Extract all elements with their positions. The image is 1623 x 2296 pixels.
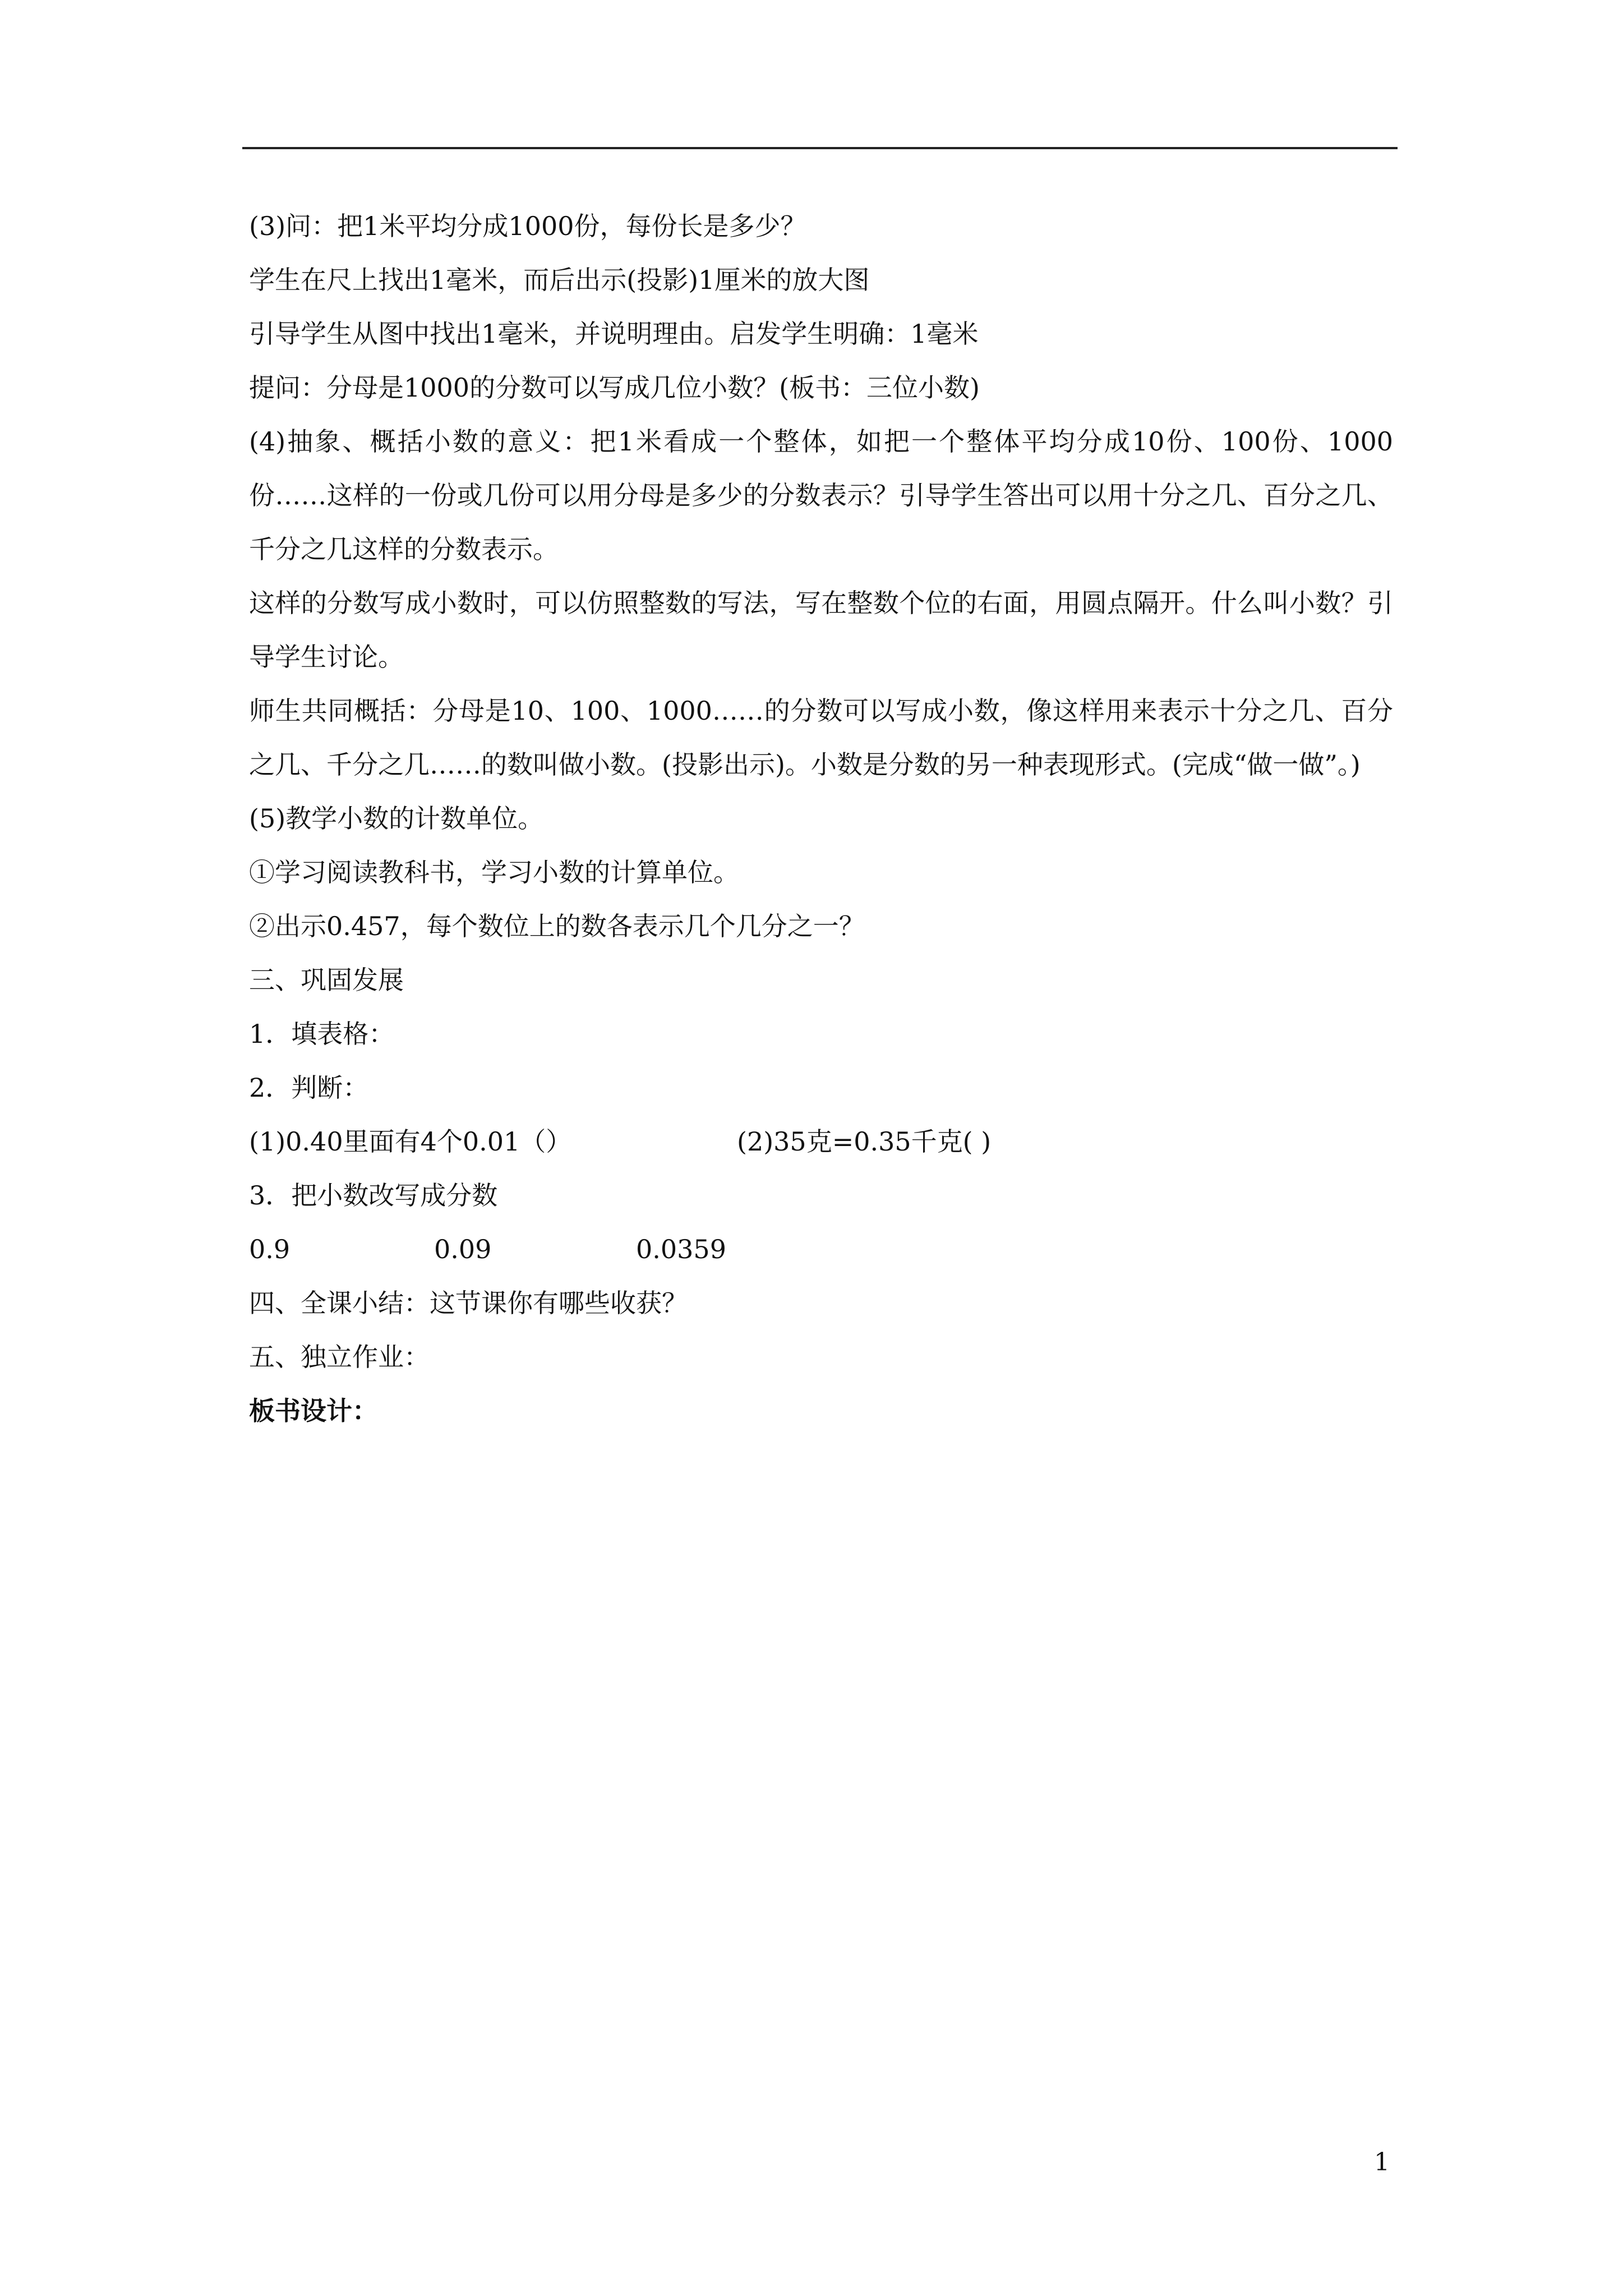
judgment-item-2: (2)35克=0.35千克( ) <box>737 1126 992 1157</box>
text-line: (3)问：把1米平均分成1000份，每份长是多少？ <box>249 211 806 241</box>
text-line: (5)教学小数的计数单位。 <box>249 803 544 834</box>
text-line: ①学习阅读教科书，学习小数的计算单位。 <box>249 857 739 887</box>
judgment-row <box>249 1115 1393 1168</box>
document-body <box>249 199 1393 1438</box>
paragraph-decimal-writing: 这样的分数写成小数时，可以仿照整数的写法，写在整数个位的右面，用圆点隔开。什么叫小数？引导学生讨论。 <box>249 588 1393 672</box>
text-line: 学生在尺上找出1毫米，而后出示(投影)1厘米的放大图 <box>249 265 870 295</box>
board-design-heading: 板书设计： <box>249 1396 378 1426</box>
exercise-item: 3．把小数改写成分数 <box>249 1180 498 1211</box>
section-heading: 五、独立作业： <box>249 1342 430 1372</box>
decimal-value: 0.9 <box>249 1234 291 1264</box>
exercise-item: 2．判断： <box>249 1073 369 1103</box>
paragraph-decimal-meaning: (4)抽象、概括小数的意义：把1米看成一个整体，如把一个整体平均分成10份、100份、1000份……这样的一份或几份可以用分母是多少的分数表示？引导学生答出可以用十分之几、百分之几、千分之几这样的分数表示。 <box>249 426 1393 564</box>
text-line: 引导学生从图中找出1毫米，并说明理由。启发学生明确：1毫米 <box>249 319 979 349</box>
decimal-value: 0.09 <box>434 1234 492 1264</box>
section-heading: 四、全课小结：这节课你有哪些收获？ <box>249 1288 688 1318</box>
judgment-item-1: (1)0.40里面有4个0.01（） <box>249 1126 572 1157</box>
header-rule <box>242 147 1398 149</box>
decimal-list-row <box>249 1222 1393 1276</box>
decimal-value: 0.0359 <box>636 1234 726 1264</box>
paragraph-summary-definition: 师生共同概括：分母是10、100、1000……的分数可以写成小数，像这样用来表示十分之几、百分之几、千分之几……的数叫做小数。(投影出示)。小数是分数的另一种表现形式。(完成“做一做”。) <box>249 696 1393 780</box>
section-heading: 三、巩固发展 <box>249 965 404 995</box>
exercise-item: 1．填表格： <box>249 1019 395 1049</box>
text-line: 提问：分母是1000的分数可以写成几位小数？(板书：三位小数) <box>249 372 980 403</box>
text-line: ②出示0.457，每个数位上的数各表示几个几分之一？ <box>249 911 865 941</box>
page-number: 1 <box>1374 2148 1390 2177</box>
